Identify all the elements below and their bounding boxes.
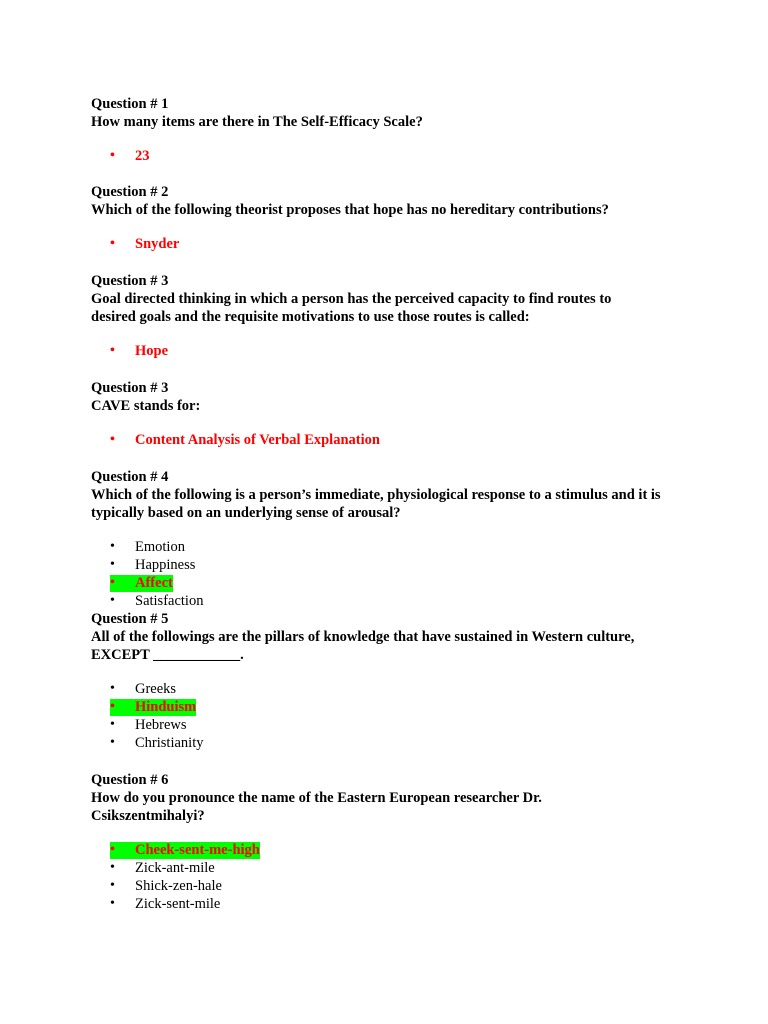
option-text: Hinduism <box>135 699 197 715</box>
option-text: 23 <box>135 148 150 164</box>
question-number: Question # 5 <box>91 611 169 627</box>
option-text: Cheek-sent-me-high <box>135 842 260 858</box>
correct-answer-option <box>91 574 203 592</box>
question-number: Question # 3 <box>91 380 169 396</box>
bullet-icon: • <box>110 432 115 447</box>
answer-option <box>91 895 260 913</box>
answer-option <box>91 592 203 610</box>
option-text: Greeks <box>135 681 177 697</box>
option-text: Zick-sent-mile <box>135 896 221 912</box>
question-number: Question # 4 <box>91 469 169 485</box>
question-block <box>91 95 691 164</box>
option-text: Shick-zen-hale <box>135 878 222 894</box>
bullet-icon: • <box>110 575 115 590</box>
option-text: Hope <box>135 343 169 359</box>
option-text: Snyder <box>135 236 180 252</box>
correct-answer-option <box>91 147 150 165</box>
correct-answer-option <box>91 342 168 360</box>
answer-options-list <box>91 841 260 913</box>
bullet-icon: • <box>110 860 115 875</box>
question-number: Question # 3 <box>91 273 169 289</box>
option-text: Satisfaction <box>135 593 204 609</box>
bullet-icon: • <box>110 735 115 750</box>
option-text: Emotion <box>135 539 185 555</box>
correct-answer-option <box>91 431 380 449</box>
answer-option <box>91 877 260 895</box>
question-text: Which of the following is a person’s immediate, physiological response to a stimulus and it is typically based on an underlying sense of arousal? <box>91 487 661 521</box>
question-block <box>91 610 691 751</box>
question-text: All of the followings are the pillars of knowledge that have sustained in Western culture, EXCEPT ____________. <box>91 629 635 663</box>
correct-answer-option <box>91 235 179 253</box>
bullet-icon: • <box>110 681 115 696</box>
bullet-icon: • <box>110 842 115 857</box>
question-block <box>91 379 691 448</box>
correct-answer-option <box>91 698 203 716</box>
question-text: CAVE stands for: <box>91 398 201 414</box>
question-block <box>91 272 691 359</box>
answer-option <box>91 680 203 698</box>
option-text: Hebrews <box>135 717 187 733</box>
answer-options-list <box>91 538 203 610</box>
bullet-icon: • <box>110 539 115 554</box>
question-number: Question # 6 <box>91 772 169 788</box>
option-text: Zick-ant-mile <box>135 860 215 876</box>
answer-options-list <box>91 342 168 360</box>
option-text: Content Analysis of Verbal Explanation <box>135 432 380 448</box>
bullet-icon: • <box>110 699 115 714</box>
answer-option <box>91 538 203 556</box>
answer-options-list <box>91 235 179 253</box>
question-number: Question # 1 <box>91 96 169 112</box>
question-text: How do you pronounce the name of the Eastern European researcher Dr. Csikszentmihalyi? <box>91 790 542 824</box>
question-block <box>91 468 691 609</box>
answer-options-list <box>91 431 380 449</box>
answer-option <box>91 734 203 752</box>
answer-option <box>91 556 203 574</box>
answer-option <box>91 716 203 734</box>
question-block <box>91 183 691 252</box>
question-block <box>91 771 691 912</box>
answer-option <box>91 859 260 877</box>
bullet-icon: • <box>110 878 115 893</box>
bullet-icon: • <box>110 148 115 163</box>
question-number: Question # 2 <box>91 184 169 200</box>
bullet-icon: • <box>110 557 115 572</box>
option-text: Christianity <box>135 735 204 751</box>
question-text: Which of the following theorist proposes that hope has no hereditary contributions? <box>91 202 609 218</box>
answer-options-list <box>91 147 150 165</box>
answer-options-list <box>91 680 203 752</box>
bullet-icon: • <box>110 896 115 911</box>
bullet-icon: • <box>110 236 115 251</box>
option-text: Affect <box>135 575 173 591</box>
bullet-icon: • <box>110 343 115 358</box>
question-text: How many items are there in The Self-Efficacy Scale? <box>91 114 423 130</box>
correct-answer-option <box>91 841 260 859</box>
question-text: Goal directed thinking in which a person has the perceived capacity to find routes to desired goals and the requisite motivations to use those routes is called: <box>91 291 612 325</box>
bullet-icon: • <box>110 593 115 608</box>
bullet-icon: • <box>110 717 115 732</box>
option-text: Happiness <box>135 557 196 573</box>
